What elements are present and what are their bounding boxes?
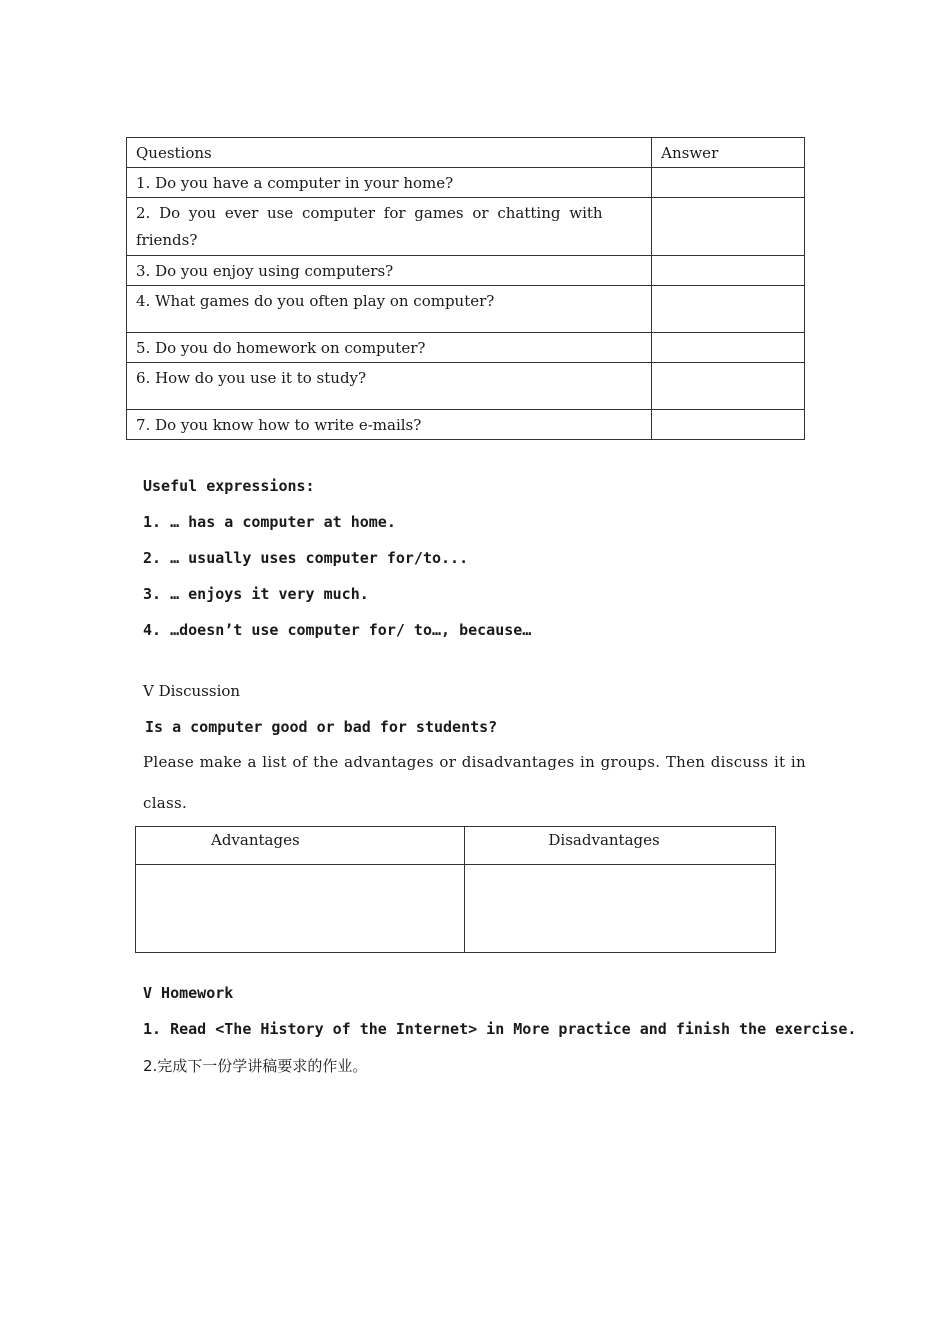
expression-item: 1. … has a computer at home. bbox=[143, 513, 396, 531]
question-cell: 3. Do you enjoy using computers? bbox=[127, 256, 652, 286]
answer-cell[interactable] bbox=[652, 198, 805, 256]
answer-cell[interactable] bbox=[652, 168, 805, 198]
answer-cell[interactable] bbox=[652, 286, 805, 333]
question-cell: 4. What games do you often play on computer? bbox=[127, 286, 652, 333]
homework-item: 2.完成下一份学讲稿要求的作业。 bbox=[143, 1057, 368, 1075]
discussion-instruction: Please make a list of the advantages or disadvantages in groups. Then discuss it in class. bbox=[143, 753, 806, 812]
survey-table bbox=[126, 137, 805, 440]
advantages-cell[interactable] bbox=[136, 865, 465, 953]
homework-title: V Homework bbox=[143, 984, 234, 1002]
survey-header-row bbox=[127, 138, 805, 168]
answer-cell[interactable] bbox=[652, 363, 805, 410]
answer-cell[interactable] bbox=[652, 256, 805, 286]
question-cell: 7. Do you know how to write e-mails? bbox=[127, 410, 652, 440]
expression-item: 4. …doesn’t use computer for/ to…, because… bbox=[143, 621, 532, 639]
expression-item: 3. … enjoys it very much. bbox=[143, 585, 369, 603]
table-row bbox=[136, 865, 776, 953]
table-row bbox=[127, 410, 805, 440]
expression-item: 2. … usually uses computer for/to... bbox=[143, 549, 469, 567]
table-row bbox=[127, 168, 805, 198]
advantages-table bbox=[135, 826, 776, 953]
questions-header: Questions bbox=[127, 138, 652, 168]
advantages-header: Advantages bbox=[136, 827, 465, 865]
question-cell: 5. Do you do homework on computer? bbox=[127, 333, 652, 363]
question-cell: 2. Do you ever use computer for games or chatting with friends? bbox=[127, 198, 652, 256]
advantages-header-row bbox=[136, 827, 776, 865]
discussion-question: Is a computer good or bad for students? bbox=[145, 718, 498, 736]
answer-cell[interactable] bbox=[652, 333, 805, 363]
disadvantages-cell[interactable] bbox=[465, 865, 776, 953]
table-row bbox=[127, 333, 805, 363]
answer-header: Answer bbox=[652, 138, 805, 168]
useful-expressions-title: Useful expressions: bbox=[143, 477, 315, 495]
table-row bbox=[127, 286, 805, 333]
disadvantages-header: Disadvantages bbox=[465, 827, 776, 865]
answer-cell[interactable] bbox=[652, 410, 805, 440]
question-cell: 1. Do you have a computer in your home? bbox=[127, 168, 652, 198]
table-row bbox=[127, 198, 805, 256]
table-row bbox=[127, 363, 805, 410]
discussion-title: V Discussion bbox=[143, 682, 241, 700]
table-row bbox=[127, 256, 805, 286]
question-cell: 6. How do you use it to study? bbox=[127, 363, 652, 410]
homework-item: 1. Read <The History of the Internet> in More practice and finish the exercise. bbox=[143, 1020, 857, 1038]
